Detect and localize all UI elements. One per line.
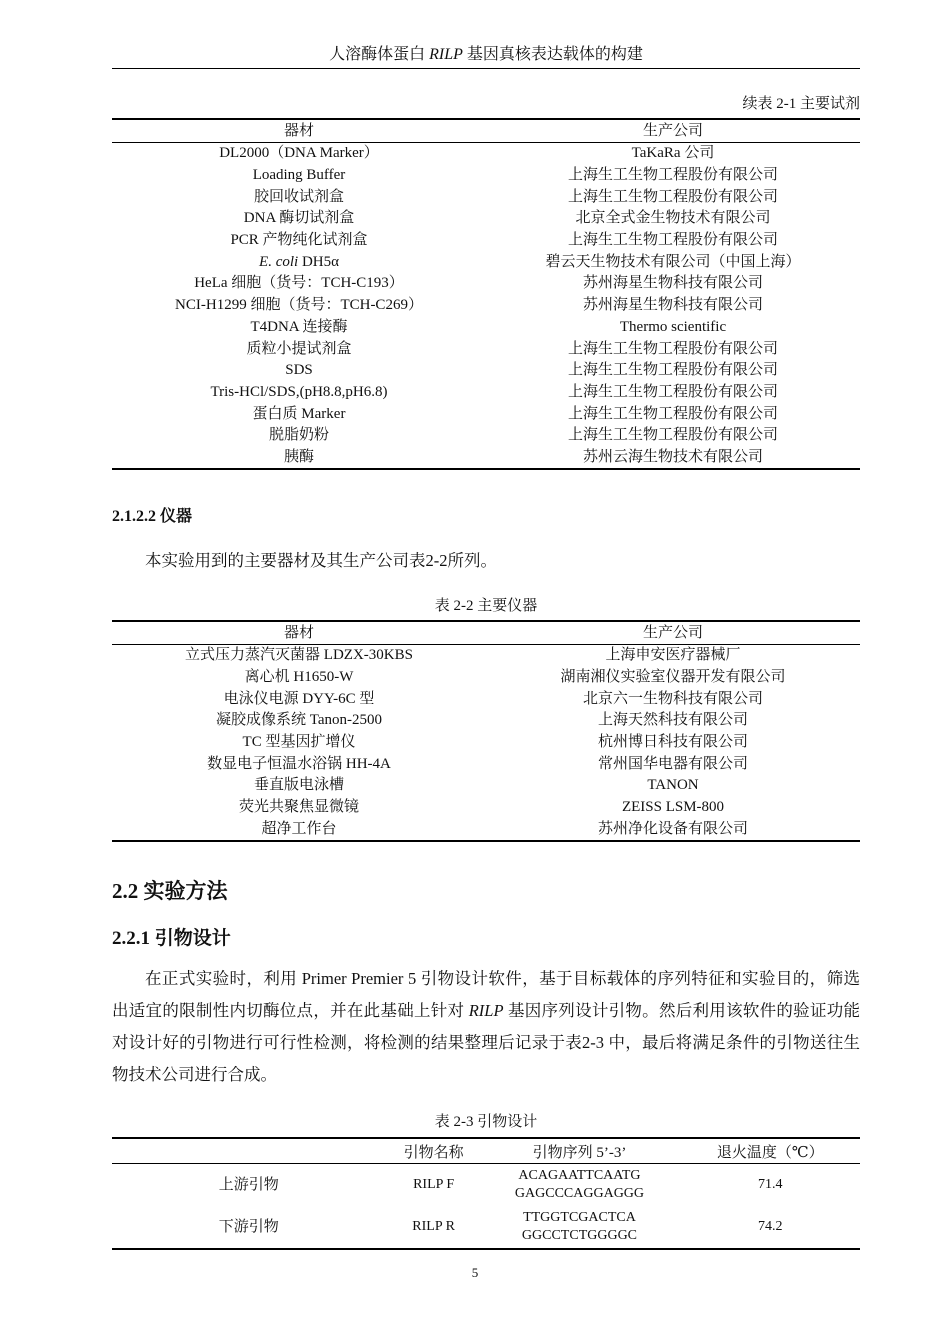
table-primers (112, 1137, 860, 1250)
cell-primer-sequence (479, 1206, 681, 1249)
table-row (112, 1206, 860, 1249)
table1-header-company: 生产公司 (486, 119, 860, 143)
cell-company: 北京六一生物科技有限公司 (582, 690, 763, 707)
section-heading-221: 2.2.1 引物设计 (112, 928, 231, 949)
cell-item (112, 251, 486, 273)
cell-company: 上海生工生物工程股份有限公司 (567, 188, 778, 205)
table-row (112, 688, 860, 710)
table-row (112, 447, 860, 470)
table-row (112, 230, 860, 252)
cell-annealing-temp: 74.2 (680, 1206, 860, 1249)
cell-company: TaKaRa 公司 (631, 145, 715, 162)
species-name: E. coli (259, 253, 299, 270)
table-row (112, 403, 860, 425)
cell-item: DNA 酶切试剂盒 (243, 210, 355, 227)
page-number: 5 (471, 1265, 479, 1280)
table-row (112, 295, 860, 317)
cell-item: Loading Buffer (252, 167, 346, 184)
table-row (112, 819, 860, 842)
table-reagents (112, 118, 860, 470)
cell-company: 上海申安医疗器械厂 (605, 647, 741, 664)
cell-annealing-temp: 71.4 (757, 1177, 783, 1192)
sequence-line: ACAGAATTCAATG (518, 1168, 641, 1183)
table-row (112, 1164, 860, 1207)
cell-company: 杭州博日科技有限公司 (597, 734, 748, 751)
paragraph-gene: RILP (468, 1001, 504, 1020)
paragraph-text-b: 基因序列设计引物。然后利用该软件的验证功能对设计好的引物进行可行性检测，将检测的结果整理后记录于表2-3 中，最后将满足条件的引物送往生物技术公司进行合成。 (112, 1001, 861, 1084)
table3-header-name: 引物名称 (389, 1138, 479, 1164)
cell-company: Thermo scientific (619, 318, 727, 335)
paragraph-text-a: 在正式实验时，利用 Primer Premier 5 引物设计软件，基于目标载体的序列特征和实验目的，筛选出适宜的限制性内切酶位点，并在此基础上针对 (112, 969, 860, 1020)
table-row (112, 360, 860, 382)
table-row (112, 732, 860, 754)
instruments-intro: 本实验用到的主要器材及其生产公司表2-2所列。 (145, 551, 497, 570)
cell-primer-label: 上游引物 (218, 1177, 279, 1193)
table-row (112, 273, 860, 295)
cell-item: 蛋白质 Marker (252, 405, 346, 422)
cell-company: 上海生工生物工程股份有限公司 (567, 362, 778, 379)
table-row (112, 251, 860, 273)
cell-company: 上海生工生物工程股份有限公司 (567, 340, 778, 357)
running-header (112, 44, 860, 66)
cell-item: Tris-HCl/SDS,(pH8.8,pH6.8) (210, 383, 388, 400)
section-heading-22: 2.2 实验方法 (112, 879, 228, 903)
table-row (112, 775, 860, 797)
cell-item: 质粒小提试剂盒 (246, 340, 352, 357)
table-row (112, 797, 860, 819)
sequence-line: GAGCCCAGGAGGG (514, 1186, 645, 1201)
cell-company: 苏州净化设备有限公司 (486, 819, 860, 842)
header-text-pre: 人溶酶体蛋白 (329, 46, 430, 63)
table3-caption: 表 2-3 引物设计 (434, 1114, 538, 1130)
table-row (112, 165, 860, 187)
cell-item: 胶回收试剂盒 (253, 188, 344, 205)
table2-caption: 表 2-2 主要仪器 (434, 598, 538, 614)
cell-primer-name: RILP F (413, 1177, 455, 1192)
cell-item: 脱脂奶粉 (268, 427, 329, 444)
sequence-line: GGCCTCTGGGGC (521, 1228, 638, 1243)
table-row (112, 317, 860, 339)
cell-item: T4DNA 连接酶 (250, 318, 348, 335)
table-row (112, 143, 860, 165)
cell-company: 上海生工生物工程股份有限公司 (567, 167, 778, 184)
cell-company: 常州国华电器有限公司 (597, 755, 748, 772)
cell-item: DL2000（DNA Marker） (219, 145, 379, 162)
primer-design-paragraph (112, 963, 860, 1091)
cell-primer-label: 下游引物 (112, 1206, 389, 1249)
table1-header-item: 器材 (112, 119, 486, 143)
header-gene: RILP (429, 46, 463, 63)
table-row (112, 186, 860, 208)
cell-item: PCR 产物纯化试剂盒 (230, 232, 368, 249)
cell-item: 胰酶 (112, 447, 486, 470)
table-row (112, 645, 860, 667)
table-row (112, 382, 860, 404)
cell-company: 上海生工生物工程股份有限公司 (567, 232, 778, 249)
cell-company: 上海天然科技有限公司 (597, 712, 748, 729)
table1-caption: 续表 2-1 主要试剂 (742, 96, 860, 112)
cell-company: 苏州云海生物技术有限公司 (486, 447, 860, 470)
cell-company: 苏州海星生物科技有限公司 (582, 275, 763, 292)
cell-company: 湖南湘仪实验室仪器开发有限公司 (560, 669, 786, 686)
cell-item: TC 型基因扩增仪 (242, 734, 356, 751)
cell-company: 苏州海星生物科技有限公司 (582, 297, 763, 314)
cell-item: NCI-H1299 细胞（货号：TCH-C269） (175, 297, 423, 314)
cell-item: 垂直版电泳槽 (253, 777, 344, 794)
table-row (112, 338, 860, 360)
cell-company: ZEISS LSM-800 (621, 799, 725, 816)
cell-item: 立式压力蒸汽灭菌器 LDZX-30KBS (185, 647, 413, 664)
cell-item: 凝胶成像系统 Tanon-2500 (215, 712, 383, 729)
section-heading-2122: 2.1.2.2 仪器 (112, 508, 193, 525)
cell-item: 荧光共聚焦显微镜 (238, 799, 359, 816)
table-row (112, 425, 860, 447)
cell-item: 离心机 H1650-W (244, 669, 354, 686)
sequence-line: TTGGTCGACTCA (523, 1210, 636, 1225)
cell-item: 超净工作台 (112, 819, 486, 842)
cell-item: 数显电子恒温水浴锅 HH-4A (207, 755, 391, 772)
table3-header-empty (112, 1138, 389, 1164)
strain-name: DH5α (298, 253, 339, 270)
cell-company: TANON (647, 777, 699, 794)
table-row (112, 208, 860, 230)
cell-company: 上海生工生物工程股份有限公司 (567, 405, 778, 422)
cell-company: 上海生工生物工程股份有限公司 (567, 427, 778, 444)
header-text-post: 基因真核表达载体的构建 (462, 46, 643, 63)
cell-item: 电泳仪电源 DYY-6C 型 (223, 690, 375, 707)
table-row (112, 753, 860, 775)
table-instruments (112, 620, 860, 842)
cell-company: 上海生工生物工程股份有限公司 (567, 383, 778, 400)
cell-primer-sequence (479, 1164, 681, 1207)
table3-header-tm: 退火温度（℃） (680, 1138, 860, 1164)
cell-company: 北京全式金生物技术有限公司 (575, 210, 771, 227)
cell-item: HeLa 细胞（货号：TCH-C193） (194, 275, 404, 292)
table-row (112, 667, 860, 689)
cell-primer-name: RILP R (389, 1206, 479, 1249)
table3-header-sequence: 引物序列 5’-3’ (479, 1138, 681, 1164)
table-row (112, 710, 860, 732)
table2-header-item: 器材 (112, 621, 486, 645)
header-rule (112, 68, 860, 69)
cell-company: 碧云天生物技术有限公司（中国上海） (545, 253, 801, 270)
table2-header-company: 生产公司 (486, 621, 860, 645)
cell-item: SDS (285, 362, 313, 379)
